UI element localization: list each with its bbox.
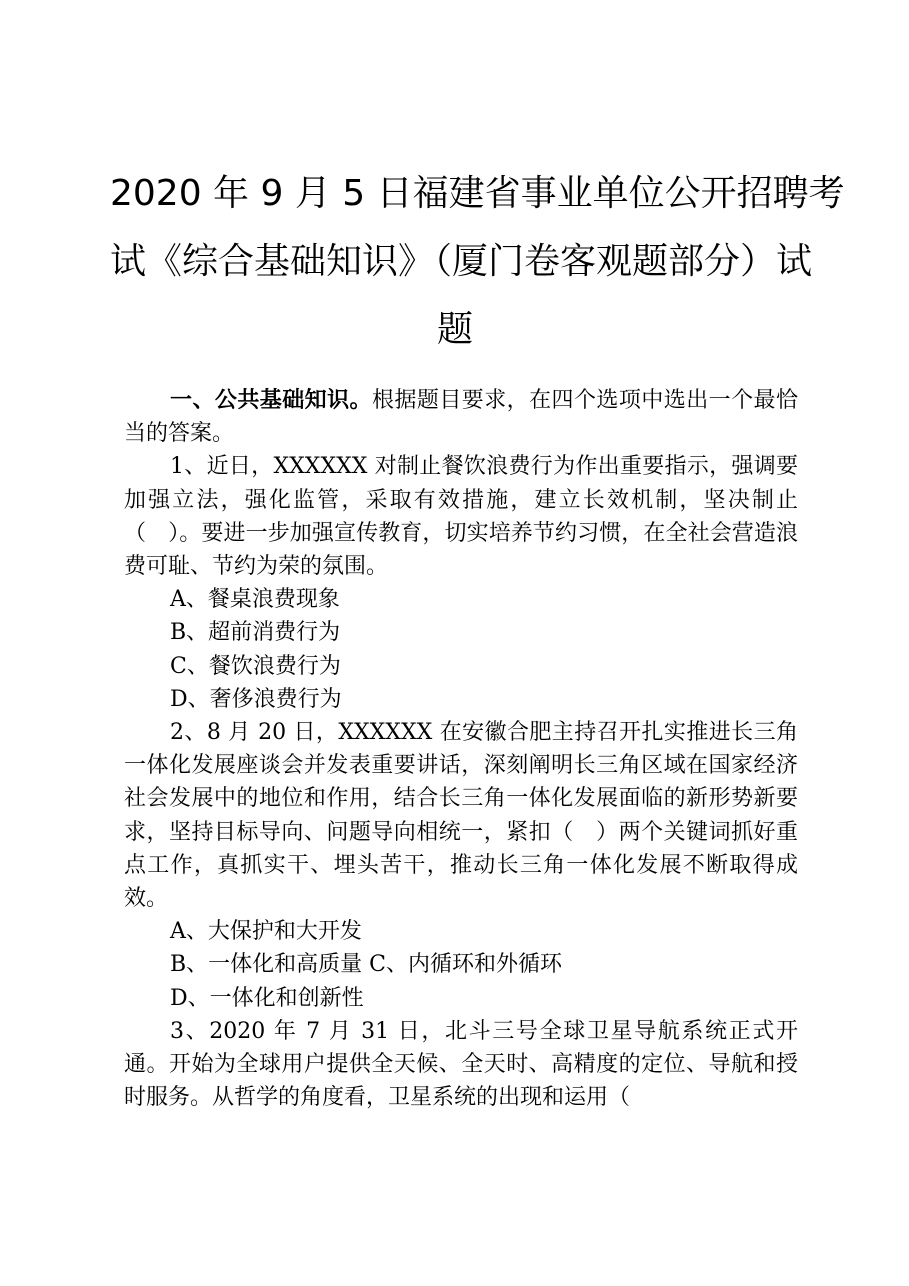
- question-1-option-c: C、餐饮浪费行为: [170, 653, 341, 679]
- title-line-2: 试《综合基础知识》（厦门卷客观题部分）试: [110, 241, 813, 282]
- question-1-option-d: D、奢侈浪费行为: [170, 686, 342, 712]
- question-2-option-b-c: B、一体化和高质量 C、内循环和外循环: [170, 952, 562, 978]
- question-2-stem: 2、8 月 20 日，XXXXXX 在安徽合肥主持召开扎实推进长三角一体化发展座谈会并发表重要讲话，深刻阐明长三角区域在国家经济社会发展中的地位和作用，结合长三角一体化发展面临的新形势新要求，坚持目标导向、问题导向相统一，紧扣（ ）两个关键词抓好重点工作，真抓实干、埋头苦干，推动长三角一体化发展不断取得成效。: [124, 720, 798, 912]
- section-1-instruction: 根据题目要求，在四个选项中选出一个最恰当的答案。: [124, 388, 798, 447]
- question-3-stem: 3、2020 年 7 月 31 日，北斗三号全球卫星导航系统正式开通。开始为全球用户提供全天候、全天时、高精度的定位、导航和授时服务。从哲学的角度看，卫星系统的出现和运用（: [124, 1018, 798, 1111]
- section-1-paragraph: [124, 384, 798, 450]
- question-1-option-a: A、餐桌浪费现象: [170, 587, 340, 613]
- question-2-option-a: A、大保护和大开发: [170, 919, 362, 945]
- question-1-stem: 1、近日，XXXXXX 对制止餐饮浪费行为作出重要指示，强调要加强立法，强化监管，采取有效措施，建立长效机制，坚决制止（ ）。要进一步加强宣传教育，切实培养节约习惯，在全社会营造浪费可耻、节约为荣的氛围。: [124, 454, 798, 580]
- question-1-option-b: B、超前消费行为: [170, 620, 341, 646]
- title-line-1: 2020 年 9 月 5 日福建省事业单位公开招聘考: [110, 173, 845, 214]
- document-title: [110, 160, 845, 364]
- question-2-option-d: D、一体化和创新性: [170, 985, 364, 1011]
- title-line-3: 题: [436, 309, 473, 350]
- document-body: [124, 384, 798, 1114]
- section-1-heading: 一、公共基础知识。: [170, 388, 372, 413]
